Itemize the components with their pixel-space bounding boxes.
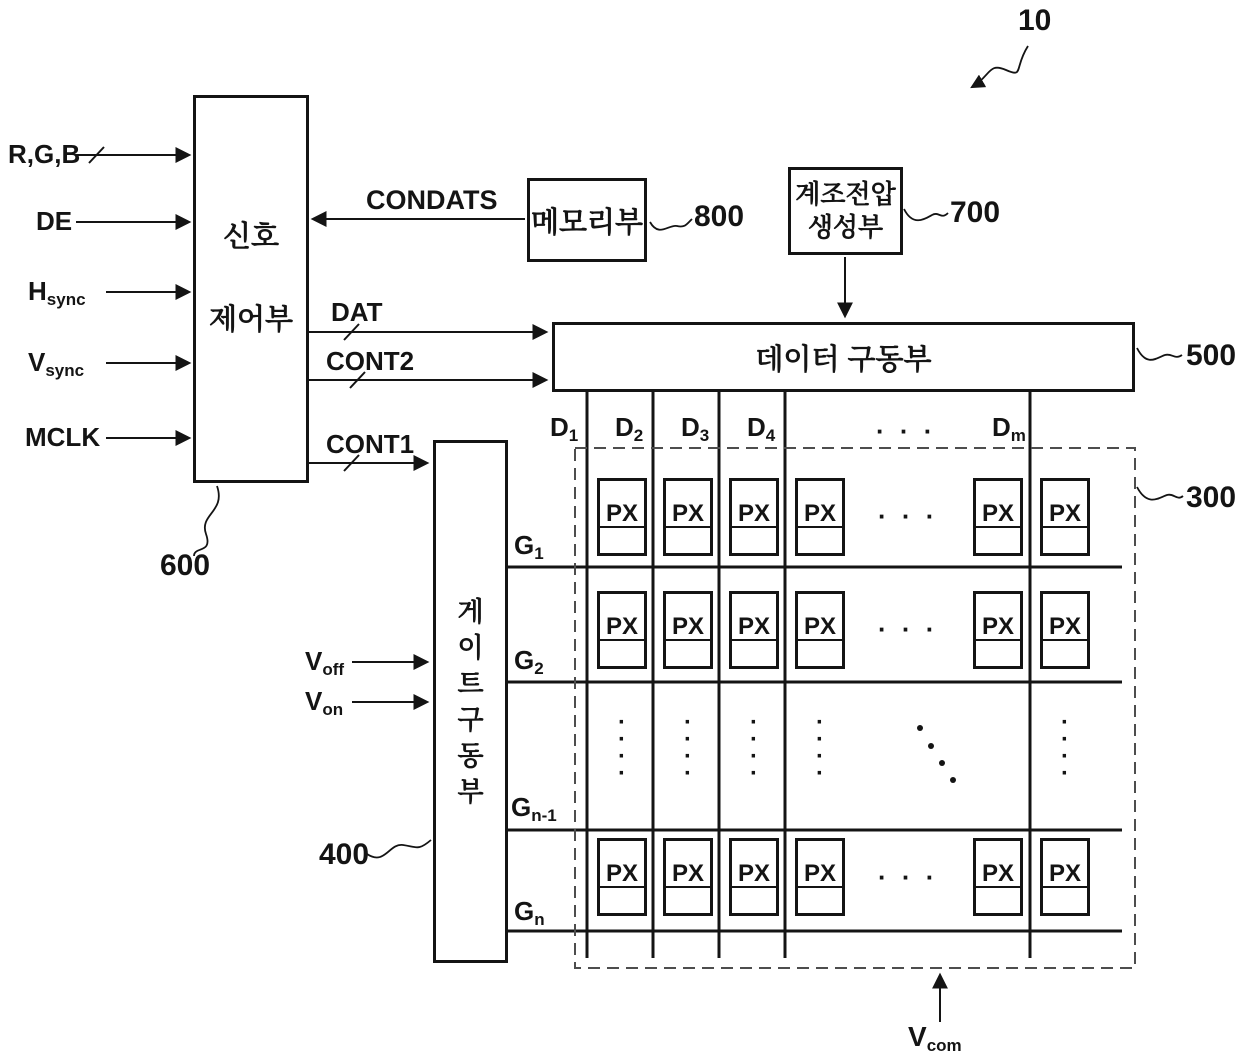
ref-500: 500 [1186,339,1237,372]
ref-700: 700 [950,196,1001,229]
px-cell: PX [663,838,713,916]
dat-label: DAT [331,297,383,327]
ellipsis-px-row1: · · · [878,501,939,531]
condats-label: CONDATS [366,185,498,215]
data-line-label-d1: D1 [550,412,579,445]
gate-driver-block [433,440,508,963]
ellipsis-dlabel-row: · · · [876,416,937,446]
px-cell: PX [795,838,845,916]
px-cell: PX [597,478,647,556]
ref-arrow-10 [972,46,1028,87]
px-cell: PX [1040,591,1090,669]
hsync-label: Hsync [28,276,86,309]
signal-controller-label-line1: 신호 [222,221,280,253]
px-cell: PX [729,478,779,556]
gamma-voltage-block [788,167,903,255]
px-cell: PX [663,478,713,556]
cont1-label: CONT1 [326,429,415,459]
px-cell: PX [795,591,845,669]
ref-400: 400 [319,838,370,871]
px-cell: PX [973,838,1023,916]
data-line-label-d2: D2 [615,412,644,445]
signal-controller-label-line2: 제어부 [208,304,294,336]
de-label: DE [36,206,73,236]
gate-line-label-g2: G2 [514,645,544,678]
memory-label: 메모리부 [530,206,644,239]
ref-300: 300 [1186,481,1237,514]
cont2-label: CONT2 [326,346,415,376]
data-line-label-d4: D4 [747,412,776,445]
px-cell: PX [973,478,1023,556]
ellipsis-px-row2: · · · [878,614,939,644]
px-cell: PX [1040,478,1090,556]
vcom-label: Vcom [908,1021,962,1055]
ellipsis-col2: · · · · [684,709,692,787]
gate-line-label-g1: G1 [514,530,544,563]
ref-squiggle-300 [1137,487,1183,500]
vsync-label: Vsync [28,347,85,380]
px-cell: PX [729,591,779,669]
ref-squiggle-400 [367,840,431,857]
px-cell: PX [729,838,779,916]
data-line-label-dm: Dm [992,412,1026,445]
signal-controller-block [193,95,309,483]
ref-squiggle-700 [904,209,948,220]
gate-line-label-gn-1: Gn-1 [511,792,557,825]
ref-squiggle-500 [1137,348,1182,360]
mclk-label: MCLK [25,422,101,452]
data-driver-block [552,322,1135,392]
gate-driver-label: 게 이 트 구 동 부 [457,596,484,807]
gamma-label-line2: 생성부 [807,212,884,242]
ref-800: 800 [694,200,745,233]
ellipsis-px-row4: · · · [878,862,939,892]
ellipsis-col6: · · · · [1061,709,1069,787]
memory-block [527,178,647,262]
ellipsis-col3: · · · · [750,709,758,787]
ref-squiggle-800 [650,219,692,230]
gamma-label-line1: 계조전압 [795,179,896,209]
ref-10: 10 [1018,4,1052,37]
ellipsis-col1: · · · · [618,709,626,787]
px-cell: PX [973,591,1023,669]
rgb-label: R,G,B [8,139,81,169]
ellipsis-col4: · · · · [816,709,824,787]
px-cell: PX [663,591,713,669]
voff-label: Voff [305,646,345,679]
ref-600: 600 [160,549,211,582]
von-label: Von [305,686,344,719]
px-cell: PX [597,591,647,669]
diagonal-ellipsis [917,725,956,783]
px-cell: PX [1040,838,1090,916]
data-driver-label: 데이터 구동부 [755,343,932,376]
data-line-label-d3: D3 [681,412,710,445]
ref-squiggle-600 [194,486,219,556]
gate-line-label-gn: Gn [514,896,545,929]
px-cell: PX [795,478,845,556]
px-cell: PX [597,838,647,916]
